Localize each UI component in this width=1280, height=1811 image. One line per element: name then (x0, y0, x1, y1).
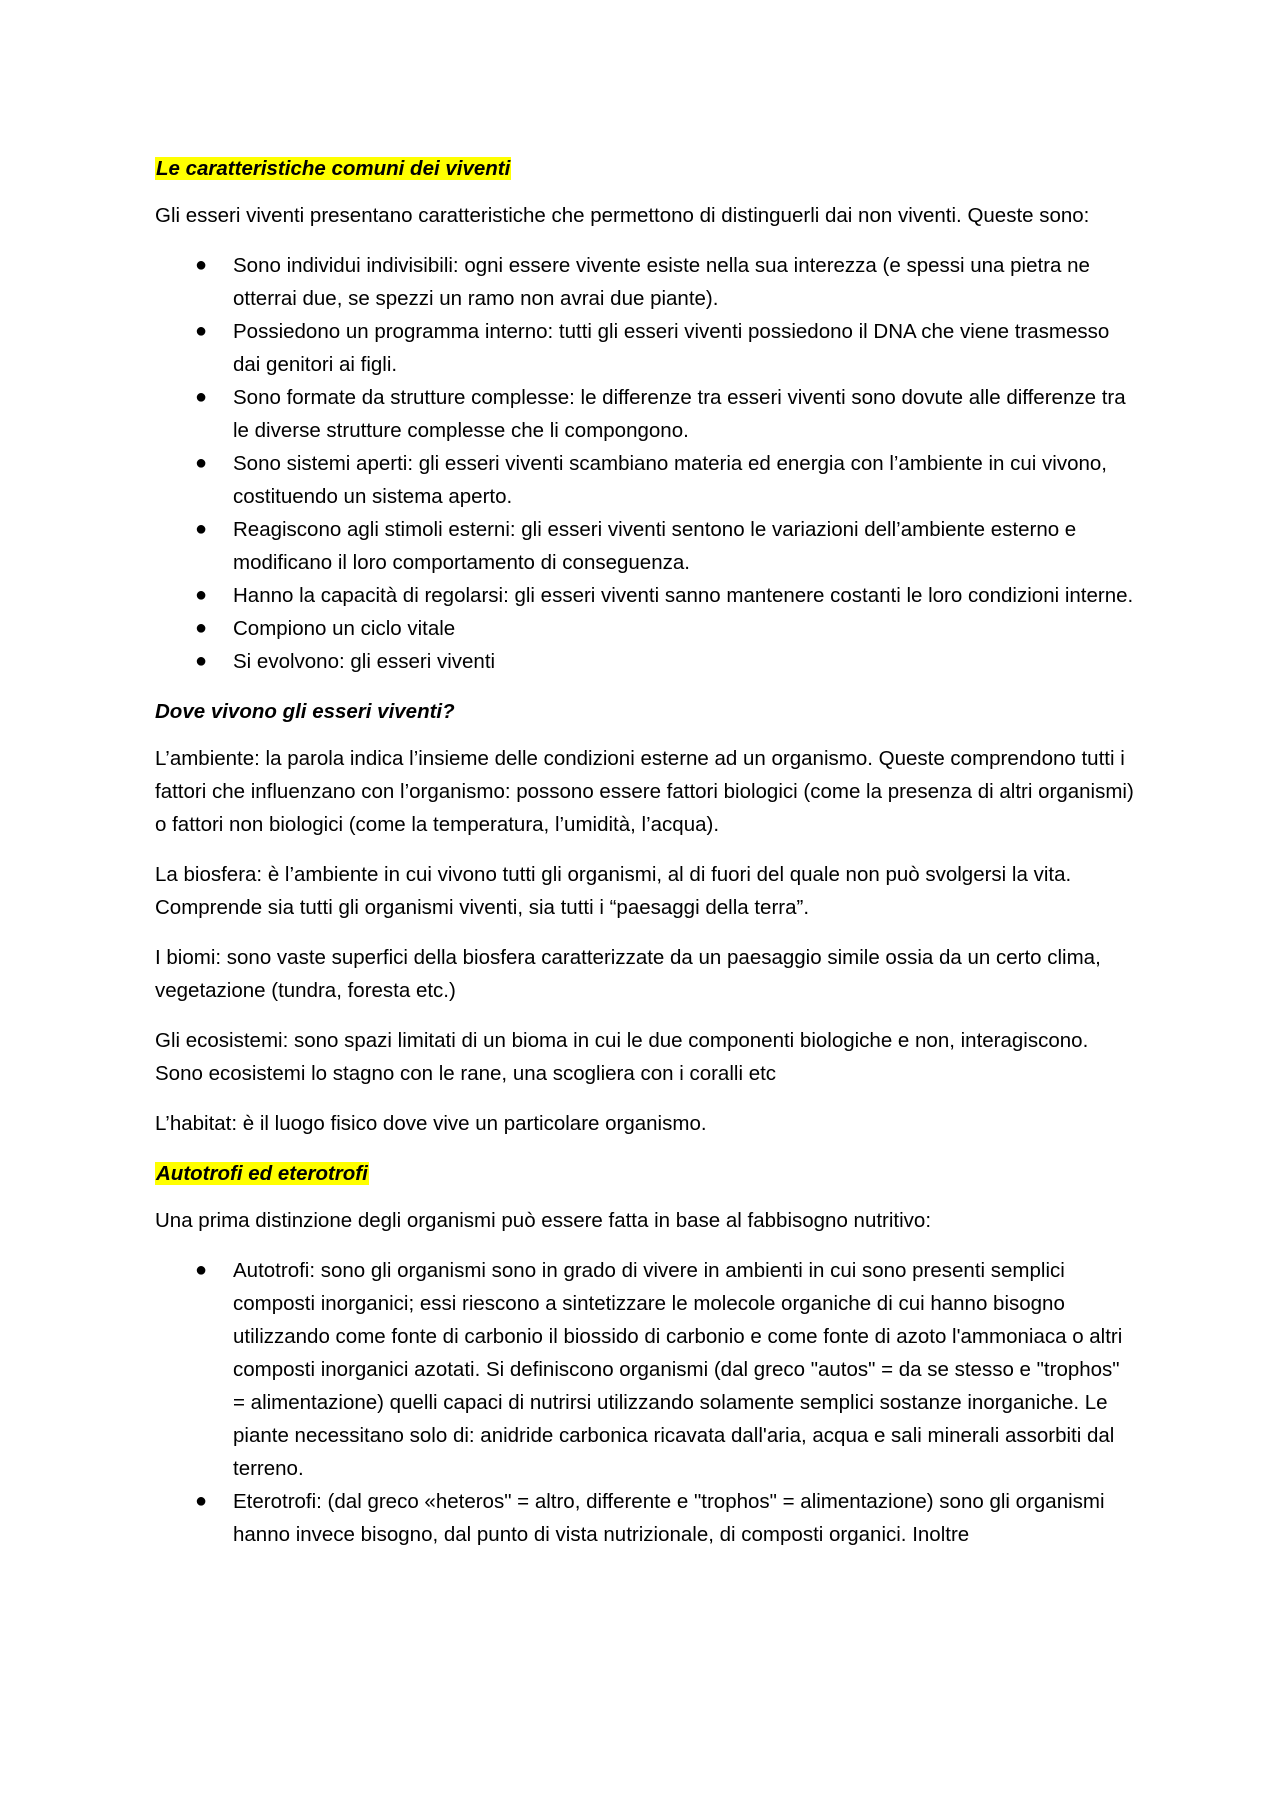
bullet-icon: ● (195, 1259, 208, 1281)
section1-intro: Gli esseri viventi presentano caratteristiche che permettono di distinguerli dai non viventi. Queste sono: (155, 204, 1090, 227)
bullet-icon: ● (195, 320, 208, 342)
bullet-icon: ● (195, 254, 208, 276)
document-body (155, 152, 1135, 1568)
list-item: ● Autotrofi: sono gli organismi sono in grado di vivere in ambienti in cui sono presenti semplici composti inorganici; essi riescono a sintetizzare le molecole organiche di cui hanno bisogno utilizzando come fonte di carbonio il biossido di carbonio e come fonte di azoto l'ammoniaca o altri composti inorganici azotati. Si definiscono organismi (dal greco "autos" = da se stesso e "trophos" = alimentazione) quelli capaci di nutrirsi utilizzando solamente semplici sostanze inorganiche. Le piante necessitano solo di: anidride carbonica ricavata dall'aria, acqua e sali minerali assorbiti dal terreno. (155, 1254, 1135, 1485)
highlighted-heading-text: Autotrofi ed eterotrofi (156, 1162, 368, 1185)
list-item: ● Hanno la capacità di regolarsi: gli esseri viventi sanno mantenere costanti le loro condizioni interne. (155, 579, 1135, 612)
list-item: ● Sono formate da strutture complesse: le differenze tra esseri viventi sono dovute alle differenze tra le diverse strutture complesse che li compongono. (155, 381, 1135, 447)
list-item: ● Compiono un ciclo vitale (155, 612, 1135, 645)
nutrition-list (155, 1254, 1135, 1551)
list-item: ● Sono individui indivisibili: ogni essere vivente esiste nella sua interezza (e spessi una pietra ne otterrai due, se spezzi un ramo non avrai due piante). (155, 249, 1135, 315)
list-item: ● Eterotrofi: (dal greco «heteros" = altro, differente e "trophos" = alimentazione) sono gli organismi hanno invece bisogno, dal punto di vista nutrizionale, di composti organici. Inoltre (155, 1485, 1135, 1551)
section-heading-habitats (155, 695, 1135, 728)
bullet-icon: ● (195, 650, 208, 672)
section3-intro: Una prima distinzione degli organismi può essere fatta in base al fabbisogno nutritivo: (155, 1209, 932, 1232)
paragraph-biosfera: La biosfera: è l’ambiente in cui vivono tutti gli organismi, al di fuori del quale non può svolgersi la vita. Comprende sia tutti gli organismi viventi, sia tutti i “paesaggi della terra”. (155, 863, 1072, 919)
bullet-icon: ● (195, 386, 208, 408)
bullet-icon: ● (195, 452, 208, 474)
paragraph-habitat: L’habitat: è il luogo fisico dove vive un particolare organismo. (155, 1112, 707, 1135)
characteristics-list (155, 249, 1135, 678)
paragraph-ecosistemi: Gli ecosistemi: sono spazi limitati di un bioma in cui le due componenti biologiche e non, interagiscono. Sono ecosistemi lo stagno con le rane, una scogliera con i coralli etc (155, 1029, 1089, 1085)
section-heading-autotrophs (155, 1157, 1135, 1190)
bullet-icon: ● (195, 584, 208, 606)
list-item: ● Si evolvono: gli esseri viventi (155, 645, 1135, 678)
heading-text: Dove vivono gli esseri viventi? (155, 700, 455, 723)
bullet-icon: ● (195, 617, 208, 639)
list-item: ● Reagiscono agli stimoli esterni: gli esseri viventi sentono le variazioni dell’ambiente esterno e modificano il loro comportamento di conseguenza. (155, 513, 1135, 579)
bullet-icon: ● (195, 1490, 208, 1512)
section-heading-characteristics (155, 152, 1135, 185)
bullet-icon: ● (195, 518, 208, 540)
paragraph-ambiente: L’ambiente: la parola indica l’insieme delle condizioni esterne ad un organismo. Queste comprendono tutti i fattori che influenzano con l’organismo: possono essere fattori biologici (come la presenza di altri organismi) o fattori non biologici (come la temperatura, l’umidità, l’acqua). (155, 747, 1134, 836)
paragraph-biomi: I biomi: sono vaste superfici della biosfera caratterizzate da un paesaggio simile ossia da un certo clima, vegetazione (tundra, foresta etc.) (155, 946, 1101, 1002)
list-item: ● Possiedono un programma interno: tutti gli esseri viventi possiedono il DNA che viene trasmesso dai genitori ai figli. (155, 315, 1135, 381)
list-item: ● Sono sistemi aperti: gli esseri viventi scambiano materia ed energia con l’ambiente in cui vivono, costituendo un sistema aperto. (155, 447, 1135, 513)
highlighted-heading-text: Le caratteristiche comuni dei viventi (156, 157, 511, 180)
